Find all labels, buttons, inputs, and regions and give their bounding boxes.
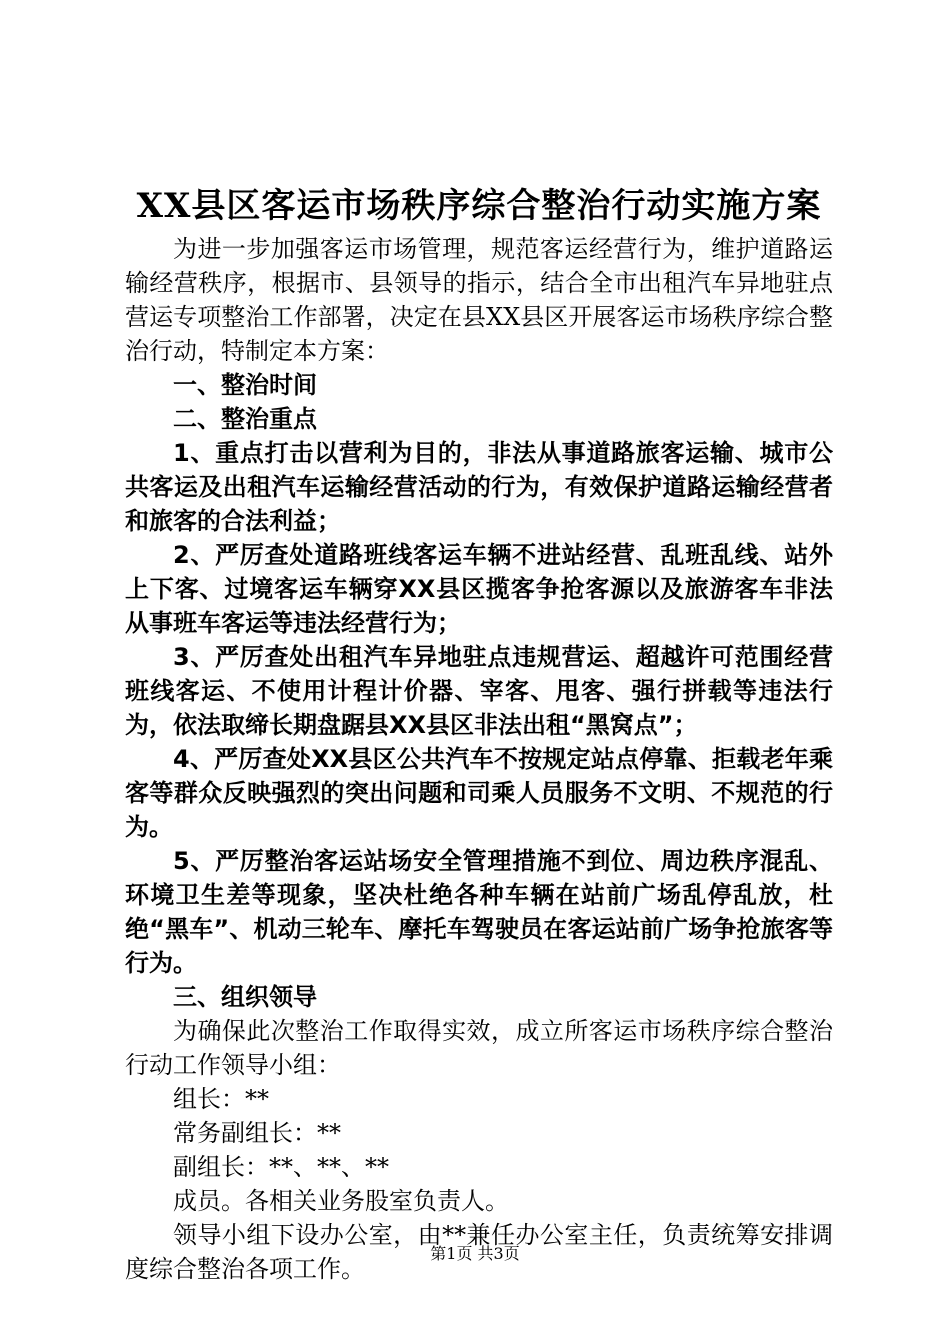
- office-paragraph: 领导小组下设办公室，由**兼任办公室主任，负责统筹安排调度综合整治各项工作。: [125, 1221, 833, 1283]
- section-heading-time: 一、整治时间: [173, 371, 317, 399]
- focus-item-4: 4、严厉查处XX县区公共汽车不按规定站点停靠、拒载老年乘客等群众反映强烈的突出问题和司乘人员服务不文明、不规范的行为。: [125, 745, 833, 841]
- leader-line: 组长：**: [173, 1085, 269, 1113]
- focus-item-1: 1、重点打击以营利为目的，非法从事道路旅客运输、城市公共客运及出租汽车运输经营活动的行为，有效保护道路运输经营者和旅客的合法利益；: [125, 439, 833, 535]
- focus-item-3: 3、严厉查处出租汽车异地驻点违规营运、超越许可范围经营班线客运、不使用计程计价器、宰客、甩客、强行拼载等违法行为，依法取缔长期盘踞县XX县区非法出租“黑窝点”；: [125, 643, 833, 739]
- intro-paragraph: 为进一步加强客运市场管理，规范客运经营行为，维护道路运输经营秩序，根据市、县领导的指示，结合全市出租汽车异地驻点营运专项整治工作部署，决定在县XX县区开展客运市场秩序综合整治行动，特制定本方案：: [125, 235, 833, 365]
- executive-deputy-leader-line: 常务副组长：**: [173, 1119, 341, 1147]
- organization-paragraph: 为确保此次整治工作取得实效，成立所客运市场秩序综合整治行动工作领导小组：: [125, 1017, 833, 1079]
- section-heading-focus: 二、整治重点: [173, 405, 317, 433]
- members-line: 成员。各相关业务股室负责人。: [173, 1187, 509, 1215]
- document-title: XX县区客运市场秩序综合整治行动实施方案: [136, 186, 822, 226]
- focus-item-2: 2、严厉查处道路班线客运车辆不进站经营、乱班乱线、站外上下客、过境客运车辆穿XX县区揽客争抢客源以及旅游客车非法从事班车客运等违法经营行为；: [125, 541, 833, 637]
- document-page: [125, 180, 833, 1286]
- deputy-leader-line: 副组长：**、**、**: [173, 1153, 389, 1181]
- focus-item-5: 5、严厉整治客运站场安全管理措施不到位、周边秩序混乱、环境卫生差等现象，坚决杜绝各种车辆在站前广场乱停乱放，杜绝“黑车”、机动三轮车、摩托车驾驶员在客运站前广场争抢旅客等行为。: [125, 847, 833, 977]
- page-footer: 第1页 共3页: [430, 1244, 520, 1263]
- section-heading-organization: 三、组织领导: [173, 983, 317, 1011]
